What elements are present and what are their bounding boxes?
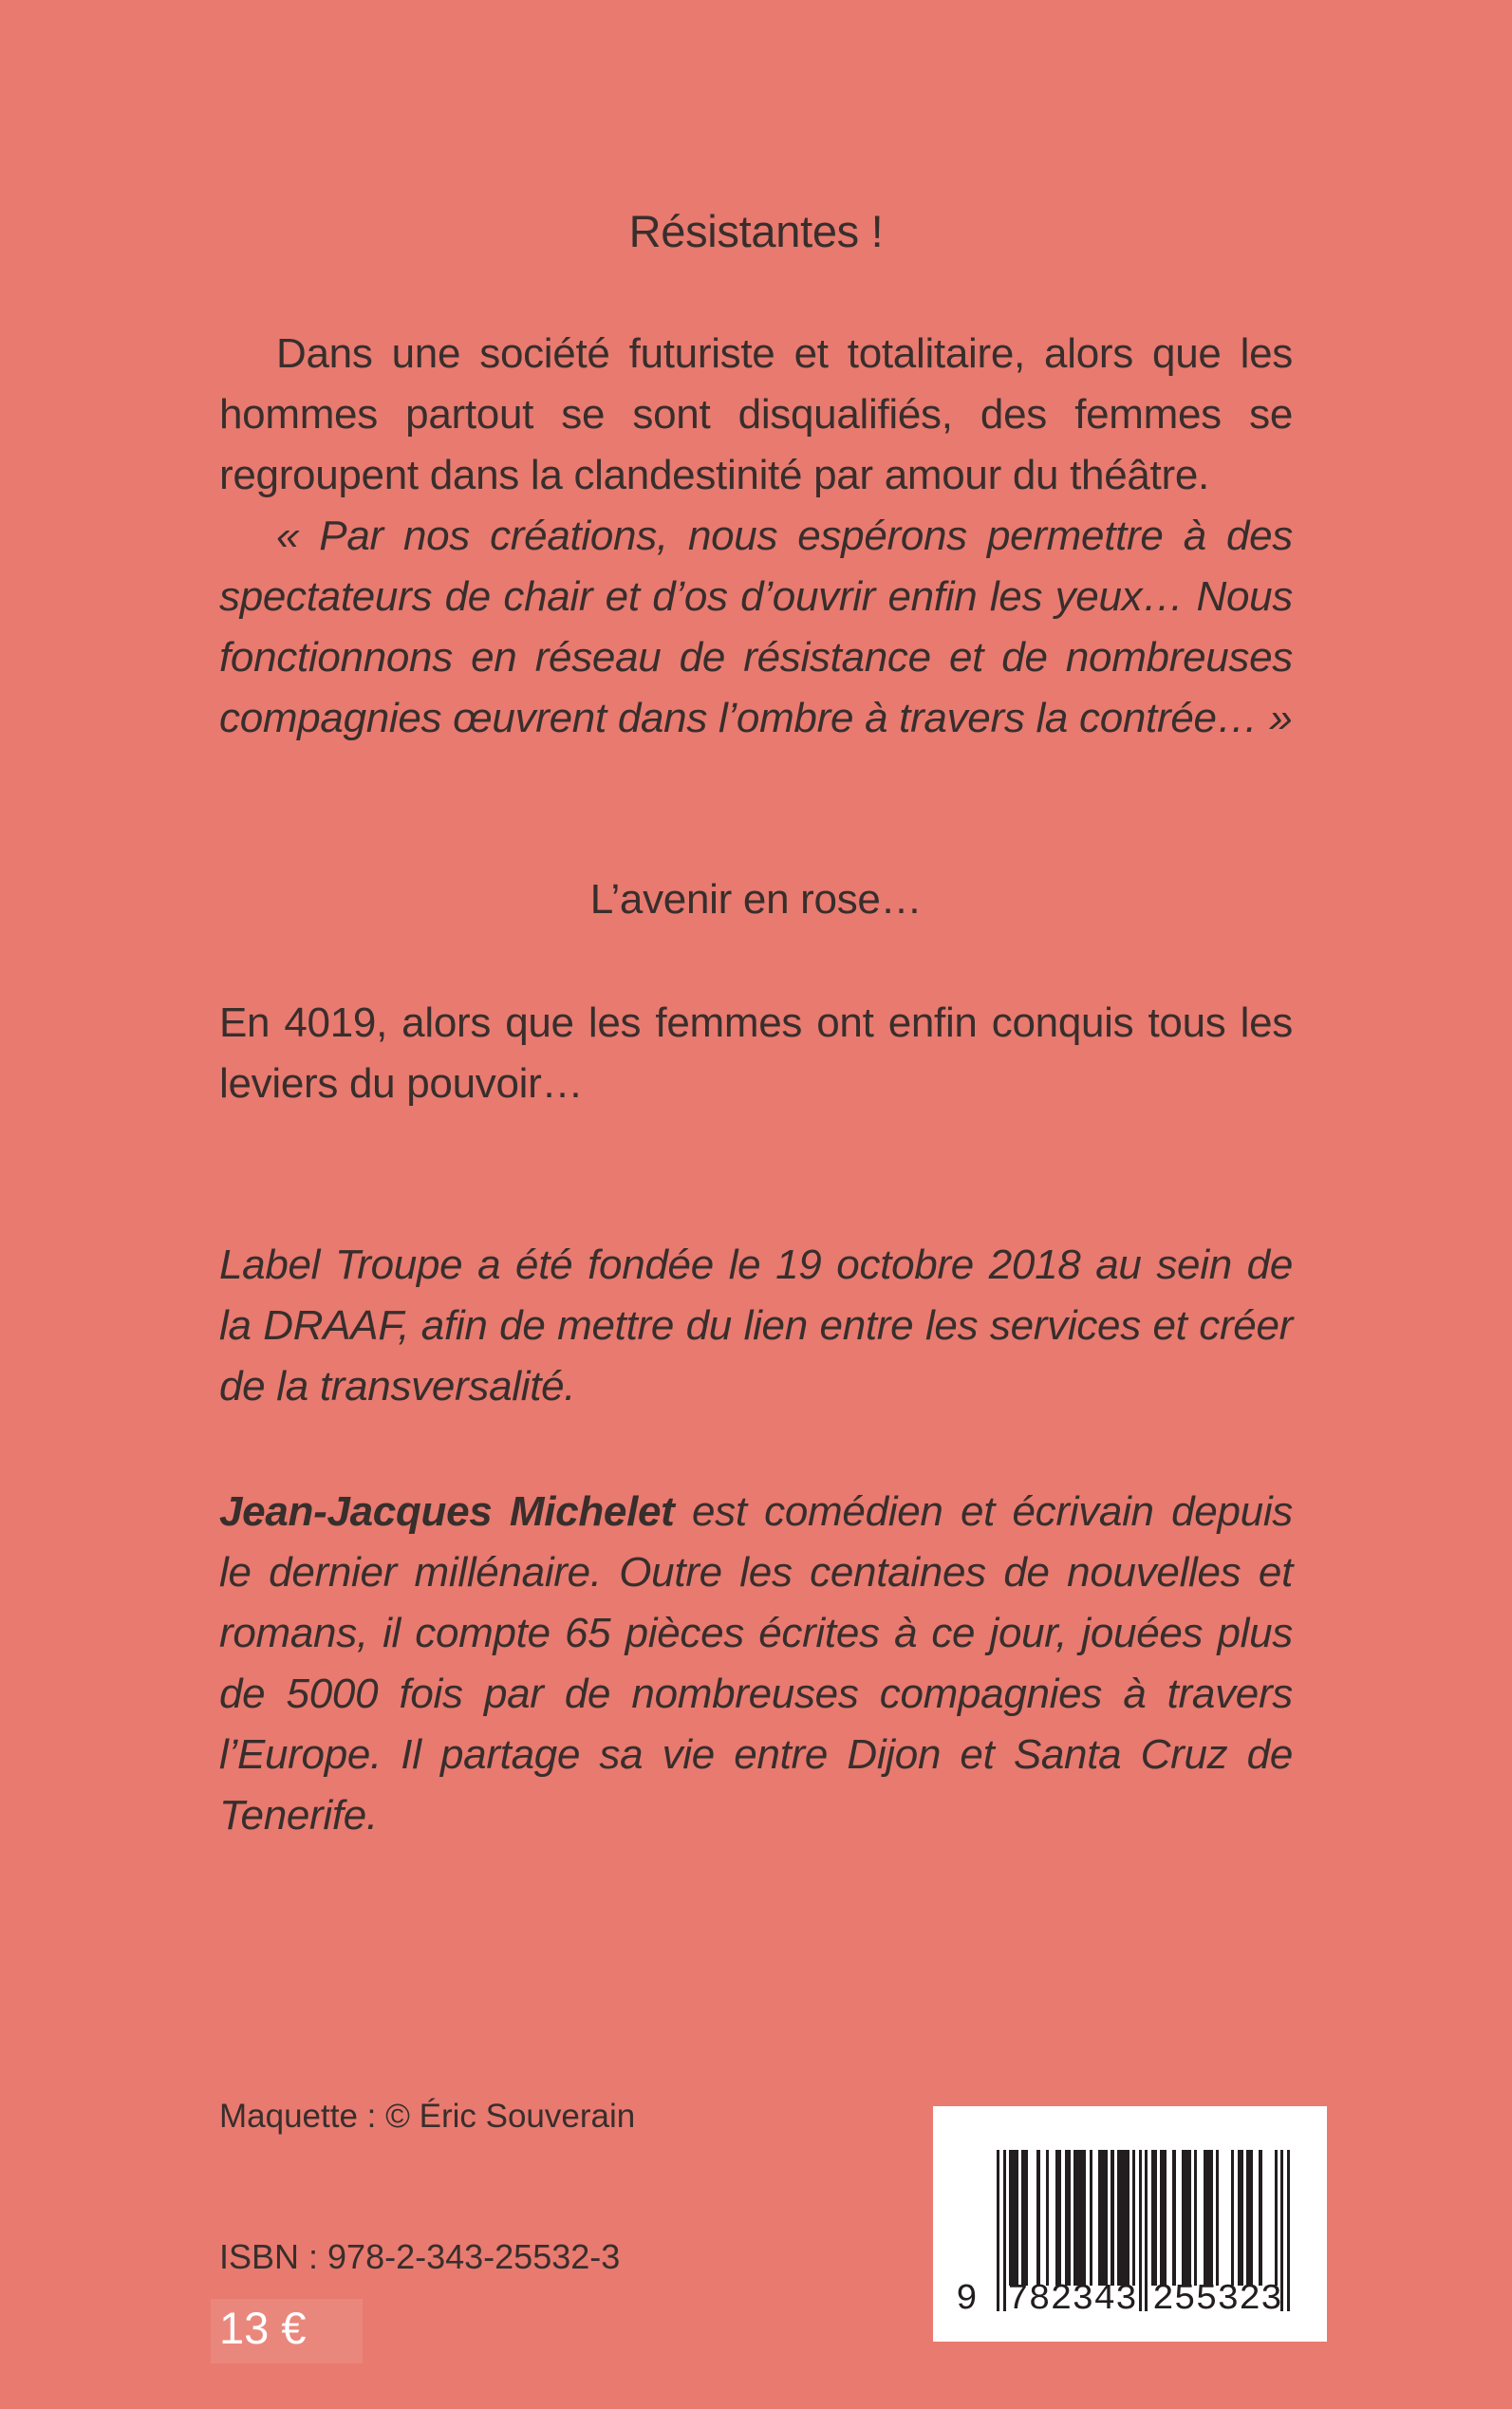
teaser-paragraph — [219, 993, 1293, 1114]
barcode-digit-first: 9 — [956, 2279, 978, 2320]
author-name: Jean-Jacques Michelet — [219, 1488, 675, 1535]
synopsis-paragraph: Dans une société futuriste et totalitaire, alors que les hommes partout se sont disqualifiés, des femmes se regroupent dans la clandestinité par amour du théâtre. — [219, 330, 1293, 498]
troupe-note-text: Label Troupe a été fondée le 19 octobre 2018 au sein de la DRAAF, afin de mettre du lien entre les services et créer de la transversalité. — [219, 1242, 1293, 1410]
troupe-note — [219, 1235, 1293, 1417]
teaser-heading — [0, 869, 1512, 930]
teaser-heading-text: L’avenir en rose… — [589, 876, 923, 923]
synopsis-quote: « Par nos créations, nous espérons permettre à des spectateurs de chair et d’os d’ouvrir enfin les yeux… Nous fonctionnons en réseau de résistance et de nombreuses compagnies œuvrent dans l’ombre à travers la contrée… » — [219, 513, 1293, 741]
maquette-credit-text: Maquette : © Éric Souverain — [219, 2098, 636, 2135]
synopsis-section — [219, 324, 1293, 749]
barcode-digits-left: 782343 — [1007, 2279, 1137, 2320]
book-title-text: Résistantes ! — [628, 206, 884, 256]
author-bio — [219, 1482, 1293, 1846]
isbn-text: ISBN : 978-2-343-25532-3 — [219, 2237, 621, 2276]
author-bio-text: est comédien et écrivain depuis le dernier millénaire. Outre les centaines de nouvelles et romans, il compte 65 pièces écrites à ce jour, jouées plus de 5000 fois par de nombreuses compagnies à travers l’Europe. Il partage sa vie entre Dijon et Santa Cruz de Tenerife. — [219, 1488, 1293, 1839]
barcode — [933, 2106, 1327, 2342]
barcode-digits-right: 255323 — [1152, 2279, 1282, 2320]
page-title — [0, 201, 1512, 262]
author-bio-paragraph — [219, 1482, 1293, 1846]
teaser-paragraph-text: En 4019, alors que les femmes ont enfin conquis tous les leviers du pouvoir… — [219, 999, 1293, 1107]
price-text: 13 € — [219, 2303, 307, 2353]
